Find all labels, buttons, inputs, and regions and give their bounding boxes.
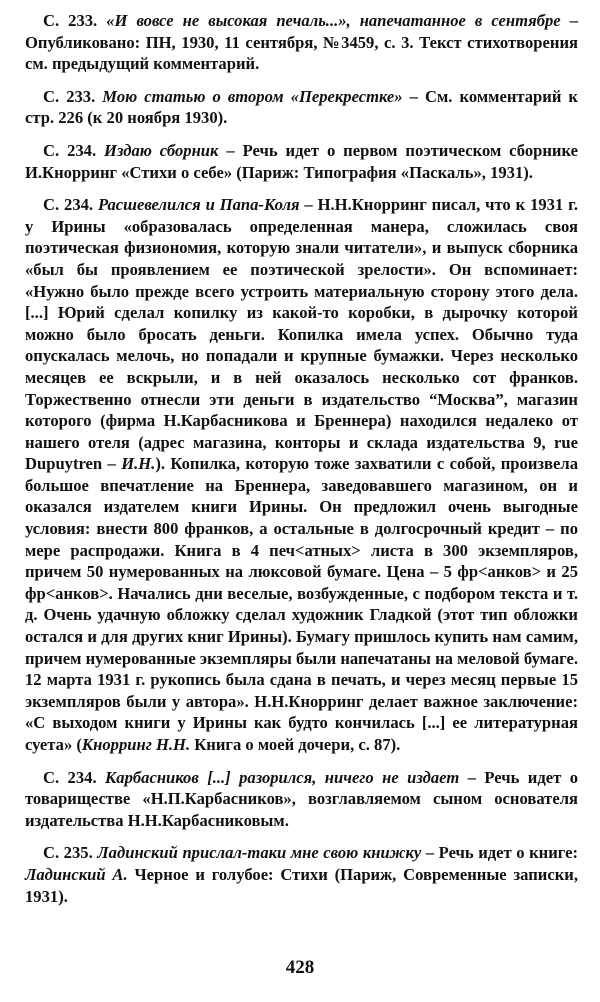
entry-quote: Расшевелился и Папа-Коля	[97, 195, 300, 215]
commentary-text	[25, 10, 578, 918]
entry-quote: «И вовсе не высокая печаль...», напечатанное в сентябре	[106, 11, 561, 30]
commentary-entry-2	[25, 86, 578, 129]
entry-text: ). Копилка, которую тоже захватили с собой, произвела большое впечатление на Бреннера, заведовавшего магазином, он и оказался издателем книги Ирины. Он предложил очень выгодные условия: внести 800 франков, а остальные в долгосрочный кредит – по мере распродажи. Книга в 4 печ<атных> листа в 300 экземпляров, причем 50 нумерованных на люксовой бумаге. Цена – 5 фр<анков> и 25 фр<анков>. Начались дни веселые, возбужденные, с подбором текста и т. д. Очень удачную обложку сделал художник Гладкой (этот тип обложки остался и для других книг Ирины). Бумагу пришлось купить нам самим, причем нумерованные экземпляры были напечатаны на меловой бумаге. 12 марта 1931 г. рукопись была сдана в печать, и через месяц первые 15 экземпляров были у автора». Н.Н.Кнорринг делает важное заключение: «С выходом книги у Ирины как будто кончилась [...] ее литературная суета» (	[25, 454, 578, 754]
entry-ref: С. 233.	[43, 86, 96, 106]
entry-text: – Речь идет о книге:	[421, 843, 578, 863]
page-number: 428	[285, 957, 315, 978]
entry-initials: И.Н.	[121, 454, 156, 474]
entry-ref: С. 233.	[43, 11, 98, 30]
entry-quote: Ладинский прислал-таки мне свою книжку	[97, 843, 422, 863]
entry-text: – Речь идет о первом поэтическом сборнике И.Кнорринг «Стихи о себе» (Париж: Типография «Паскаль», 1931).	[25, 140, 578, 182]
entry-quote: Издаю сборник	[104, 140, 219, 160]
entry-text: Книга о моей дочери, с. 87).	[190, 735, 401, 754]
entry-ref: С. 235.	[43, 843, 93, 863]
entry-quote: Карбасников [...] разорился, ничего не издает	[105, 767, 460, 787]
entry-text: – Речь идет о товариществе «Н.П.Карбасников», возглавляемом сыном основателя издательства Н.Н.Карбасниковым.	[25, 767, 579, 830]
entry-text: Черное и голубое: Стихи (Париж, Современные записки, 1931).	[25, 864, 579, 906]
commentary-entry-3	[25, 140, 578, 183]
entry-author: Кнорринг Н.Н.	[81, 735, 191, 754]
entry-text: – Опубликовано: ПН, 1930, 11 сентября, №3459, с. 3. Текст стихотворения см. предыдущий комментарий.	[25, 11, 578, 74]
entry-text: – См. комментарий к стр. 226 (к 20 ноября 1930).	[25, 86, 578, 128]
entry-author: Ладинский А.	[25, 864, 128, 884]
entry-text: – Н.Н.Кнорринг писал, что к 1931 г. у Ирины «образовалась определенная манера, сложилась своя поэтическая физиономия, которую знали читатели», и выпуск сборника «был бы проявлением ее поэтической зрелости». Он вспоминает: «Нужно было прежде всего устроить материальную сторону этого дела. [...] Юрий сделал копилку из какой-то коробки, в дырочку которой можно было бросать деньги. Копилка имела успех. Обычно туда опускалась мелочь, но попадали и крупные бумажки. Через несколько месяцев ее вскрыли, и в ней оказалось несколько сот франков. Торжественно отнесли эти деньги в издательство “Москва”, магазин которого (фирма Н.Карбасникова и Бреннера) находился недалеко от нашего отеля (адрес магазина, конторы и склада издательства 9, rue Dupuytren –	[25, 195, 578, 474]
entry-ref: С. 234.	[43, 140, 97, 160]
entry-ref: С. 234.	[43, 195, 94, 215]
commentary-entry-4	[25, 194, 578, 755]
commentary-entry-6	[25, 842, 578, 907]
entry-quote: Мою статью о втором «Перекрестке»	[102, 86, 403, 106]
commentary-entry-5	[25, 767, 578, 832]
entry-ref: С. 234.	[43, 767, 97, 787]
commentary-entry-1	[25, 10, 578, 75]
